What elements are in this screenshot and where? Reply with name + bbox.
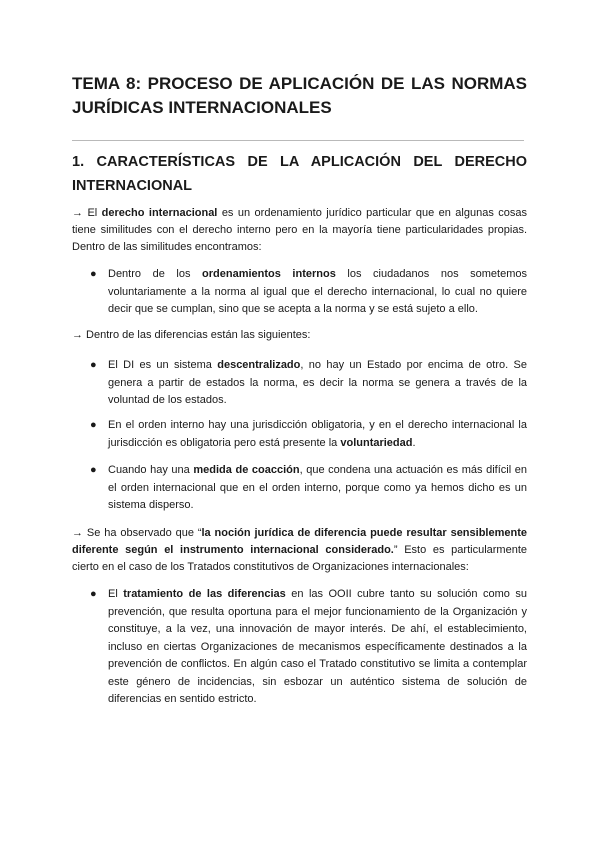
bullet-dot: ● bbox=[90, 268, 97, 280]
list-item: ● Dentro de los ordenamientos internos los ciudadanos nos sometemos voluntariamente a la norma al igual que el derecho internacional, lo cual no quiere decir que se cumplan, sino que se acepta a la norma y se está sujeto a ello. bbox=[90, 268, 528, 315]
document-title: TEMA 8: PROCESO DE APLICACIÓN DE LAS NORMAS JURÍDICAS INTERNACIONALES bbox=[72, 74, 527, 117]
bullet-dot: ● bbox=[90, 359, 97, 371]
list-item: ● Cuando hay una medida de coacción, que condena una actuación es más difícil en el orden internacional que en el orden interno, porque como ya hemos dicho es un sistema disperso. bbox=[90, 464, 527, 511]
list-item: ● El tratamiento de las diferencias en las OOII cubre tanto su solución como su prevención, que resulta oportuna para el mejor funcionamiento de la Organización y constituye, a la vez, una innovación de mayor interés. De ahí, el establecimiento, incluso en ciertas Organizaciones de mecanismos específicamente destinados a la prevención de conflictos. En algún caso el Tratado constitutivo se limita a contemplar este género de incidencias, sin esbozar un auténtico sistema de solución de diferencias en sentido estricto. bbox=[90, 588, 527, 705]
intro-paragraph: → El derecho internacional es un ordenamiento jurídico particular que en algunas cosas tiene similitudes con el derecho interno pero en la mayoría tiene particularidades propias. Dentro de las similitudes encontramos: bbox=[72, 207, 528, 253]
bullet-dot: ● bbox=[90, 419, 97, 431]
section-heading: 1. CARACTERÍSTICAS DE LA APLICACIÓN DEL DERECHO INTERNACIONAL bbox=[72, 154, 527, 194]
bullet-dot: ● bbox=[90, 588, 97, 600]
observation-paragraph: → Se ha observado que “la noción jurídica de diferencia puede resultar sensiblemente diferente según el instrumento internacional considerado.” Esto es particularmente cierto en el caso de los Tratados constitutivos de Organizaciones internacionales: bbox=[72, 527, 527, 573]
list-item: ● En el orden interno hay una jurisdicción obligatoria, y en el derecho internacional la jurisdicción es obligatoria pero está presente la voluntariedad. bbox=[90, 419, 527, 449]
observation-quote: la noción jurídica de diferencia puede resultar sensiblemente diferente según el instrumento internacional considerado. bbox=[72, 527, 527, 556]
differences-intro: → Dentro de las diferencias están las siguientes: bbox=[72, 329, 311, 341]
bullet-dot: ● bbox=[90, 464, 97, 476]
list-item: ● El DI es un sistema descentralizado, no hay un Estado por encima de otro. Se genera a partir de estados la norma, es decir la norma se genera a través de la voluntad de los estados. bbox=[90, 359, 527, 406]
title-divider bbox=[72, 140, 524, 141]
intro-bold-term: derecho internacional bbox=[101, 207, 218, 219]
